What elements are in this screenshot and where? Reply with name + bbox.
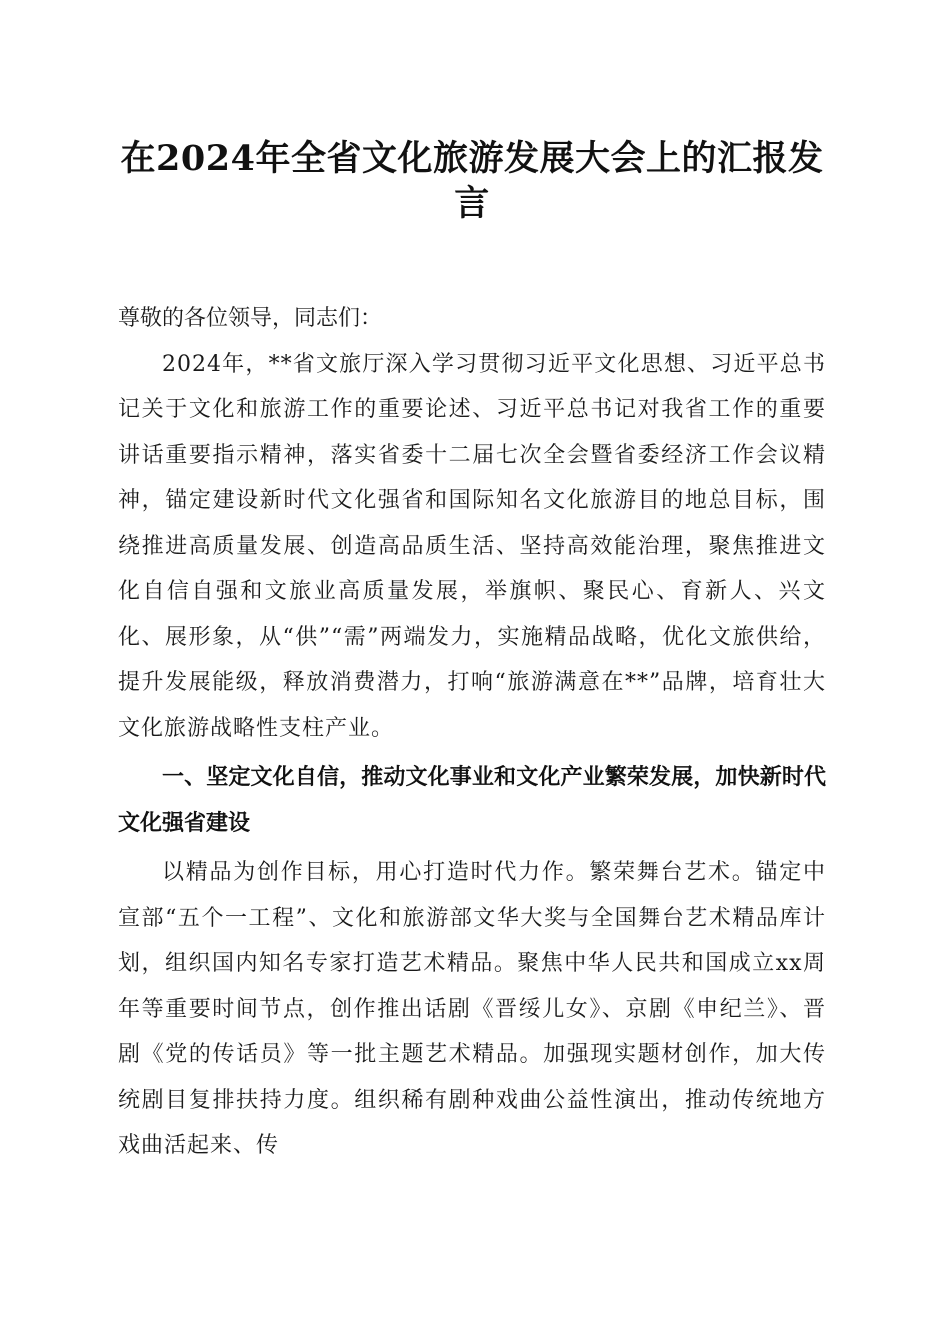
document-title: 在2024年全省文化旅游发展大会上的汇报发言 [120,138,824,224]
section-paragraph: 以精品为创作目标，用心打造时代力作。繁荣舞台艺术。锚定中宣部“五个一工程”、文化和旅游部文华大奖与全国舞台艺术精品库计划，组织国内知名专家打造艺术精品。聚焦中华人民共和国成立xx周年等重要时间节点，创作推出话剧《晋绥儿女》、京剧《申纪兰》、晋剧《党的传话员》等一批主题艺术精品。加强现实题材创作，加大传统剧目复排扶持力度。组织稀有剧种戏曲公益性演出，推动传统地方戏曲活起来、传 [118,860,826,1158]
salutation: 尊敬的各位领导，同志们： [118,306,383,331]
document-body [118,136,826,1169]
section-heading: 一、坚定文化自信，推动文化事业和文化产业繁荣发展，加快新时代文化强省建设 [118,765,826,836]
intro-paragraph: 2024年，**省文旅厅深入学习贯彻习近平文化思想、习近平总书记关于文化和旅游工作的重要论述、习近平总书记对我省工作的重要讲话重要指示精神，落实省委十二届七次全会暨省委经济工作会议精神，锚定建设新时代文化强省和国际知名文化旅游目的地总目标，围绕推进高质量发展、创造高品质生活、坚持高效能治理，聚焦推进文化自信自强和文旅业高质量发展，举旗帜、聚民心、育新人、兴文化、展形象，从“供”“需”两端发力，实施精品战略，优化文旅供给，提升发展能级，释放消费潜力，打响“旅游满意在**”品牌，培育壮大文化旅游战略性支柱产业。 [118,351,826,741]
